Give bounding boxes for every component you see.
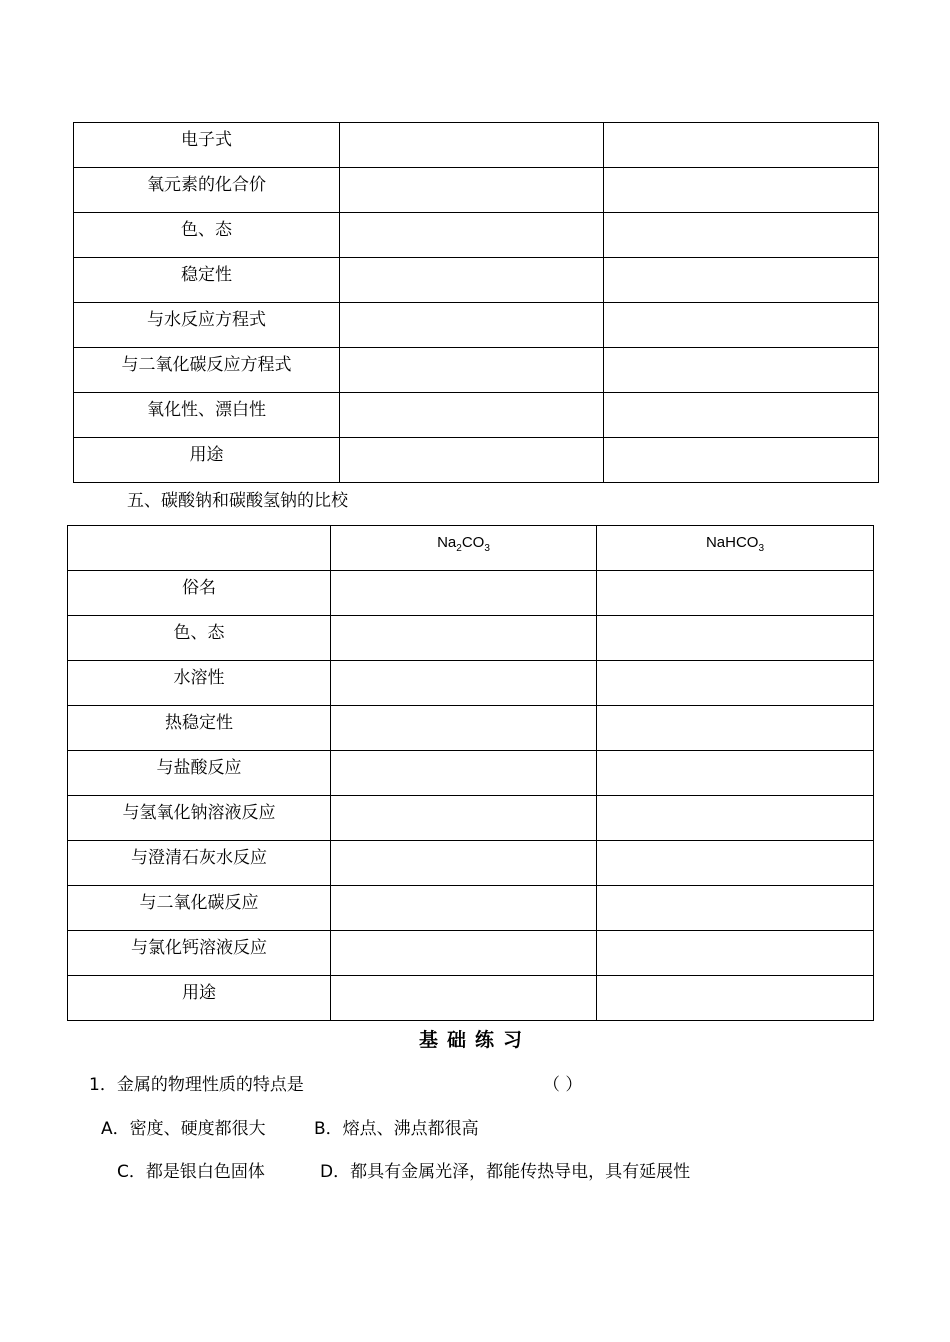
comparison-table-oxides xyxy=(73,122,879,483)
row-label: 与澄清石灰水反应 xyxy=(131,848,267,868)
empty-cell xyxy=(597,886,874,931)
table-row xyxy=(68,931,874,976)
header-cell-na2co3 xyxy=(331,526,597,571)
row-label: 色、态 xyxy=(173,623,225,643)
row-label: 与水反应方程式 xyxy=(147,310,266,330)
row-label-cell xyxy=(74,348,340,393)
row-label-cell xyxy=(74,168,340,213)
row-label-cell xyxy=(74,303,340,348)
table-row xyxy=(68,616,874,661)
empty-cell xyxy=(597,796,874,841)
empty-cell xyxy=(331,976,597,1021)
table-row xyxy=(74,213,879,258)
table-row xyxy=(74,168,879,213)
table-row xyxy=(74,258,879,303)
empty-cell xyxy=(340,258,604,303)
table-row xyxy=(68,841,874,886)
empty-cell xyxy=(331,751,597,796)
empty-cell xyxy=(340,438,604,483)
empty-cell xyxy=(331,841,597,886)
row-label: 用途 xyxy=(189,445,224,465)
table-row xyxy=(74,303,879,348)
empty-cell xyxy=(331,616,597,661)
row-label-cell xyxy=(68,976,331,1021)
table-row xyxy=(74,393,879,438)
empty-cell xyxy=(597,661,874,706)
empty-cell xyxy=(597,976,874,1021)
empty-cell xyxy=(597,706,874,751)
table-row xyxy=(74,348,879,393)
formula-na2co3: $Na_2CO_3$ xyxy=(437,534,490,554)
table-header-row xyxy=(68,526,874,571)
option-b: B．熔点、沸点都很高 xyxy=(314,1119,479,1139)
row-label: 与二氧化碳反应方程式 xyxy=(121,355,292,375)
table-row xyxy=(68,886,874,931)
row-label-cell xyxy=(74,123,340,168)
empty-cell xyxy=(604,123,879,168)
table-row xyxy=(68,661,874,706)
row-label: 氧化性、漂白性 xyxy=(147,400,266,420)
empty-cell xyxy=(331,886,597,931)
table-row xyxy=(74,123,879,168)
empty-cell xyxy=(604,258,879,303)
row-label-cell xyxy=(68,796,331,841)
table-row xyxy=(68,706,874,751)
option-d: D．都具有金属光泽，都能传热导电，具有延展性 xyxy=(320,1162,691,1182)
row-label-cell xyxy=(68,571,331,616)
empty-cell xyxy=(604,438,879,483)
row-label-cell xyxy=(68,841,331,886)
table-row xyxy=(68,751,874,796)
section-heading: 五、碳酸钠和碳酸氢钠的比校 xyxy=(127,491,348,511)
row-label-cell xyxy=(68,751,331,796)
row-label: 电子式 xyxy=(181,130,232,150)
row-label-cell xyxy=(68,706,331,751)
empty-cell xyxy=(604,168,879,213)
row-label: 稳定性 xyxy=(181,265,232,285)
answer-bracket: （ ） xyxy=(543,1075,583,1095)
row-label: 水溶性 xyxy=(173,668,225,688)
empty-cell xyxy=(604,303,879,348)
empty-header-cell xyxy=(68,526,331,571)
row-label: 用途 xyxy=(182,983,216,1003)
row-label-cell xyxy=(68,931,331,976)
row-label-cell xyxy=(68,661,331,706)
table-row xyxy=(68,796,874,841)
table-row xyxy=(68,571,874,616)
empty-cell xyxy=(340,348,604,393)
row-label: 与氢氧化钠溶液反应 xyxy=(122,803,276,823)
empty-cell xyxy=(597,931,874,976)
empty-cell xyxy=(597,841,874,886)
row-label: 色、态 xyxy=(181,220,232,240)
row-label-cell xyxy=(68,886,331,931)
table-row xyxy=(68,976,874,1021)
row-label-cell xyxy=(74,393,340,438)
empty-cell xyxy=(604,213,879,258)
empty-cell xyxy=(331,571,597,616)
row-label: 与氯化钙溶液反应 xyxy=(131,938,267,958)
empty-cell xyxy=(604,393,879,438)
row-label: 与盐酸反应 xyxy=(156,758,242,778)
row-label-cell xyxy=(74,438,340,483)
empty-cell xyxy=(597,571,874,616)
empty-cell xyxy=(340,123,604,168)
empty-cell xyxy=(331,661,597,706)
row-label: 氧元素的化合价 xyxy=(147,175,266,195)
row-label: 热稳定性 xyxy=(165,713,233,733)
empty-cell xyxy=(340,303,604,348)
option-c: C．都是银白色固体 xyxy=(117,1162,265,1182)
option-a: A．密度、硬度都很大 xyxy=(101,1119,266,1139)
empty-cell xyxy=(340,168,604,213)
row-label-cell xyxy=(68,616,331,661)
empty-cell xyxy=(597,616,874,661)
table-row xyxy=(74,438,879,483)
formula-nahco3: NaHCO$_3$ xyxy=(705,534,765,554)
practice-title: 基础练习 xyxy=(418,1029,531,1051)
comparison-table-carbonates xyxy=(67,525,874,1021)
empty-cell xyxy=(331,796,597,841)
empty-cell xyxy=(331,931,597,976)
empty-cell xyxy=(340,393,604,438)
row-label-cell xyxy=(74,213,340,258)
row-label: 与二氧化碳反应 xyxy=(139,893,259,913)
row-label-cell xyxy=(74,258,340,303)
header-cell-nahco3 xyxy=(597,526,874,571)
empty-cell xyxy=(597,751,874,796)
empty-cell xyxy=(604,348,879,393)
empty-cell xyxy=(340,213,604,258)
row-label: 俗名 xyxy=(182,578,216,598)
empty-cell xyxy=(331,706,597,751)
question-stem: 1．金属的物理性质的特点是 xyxy=(89,1075,304,1095)
